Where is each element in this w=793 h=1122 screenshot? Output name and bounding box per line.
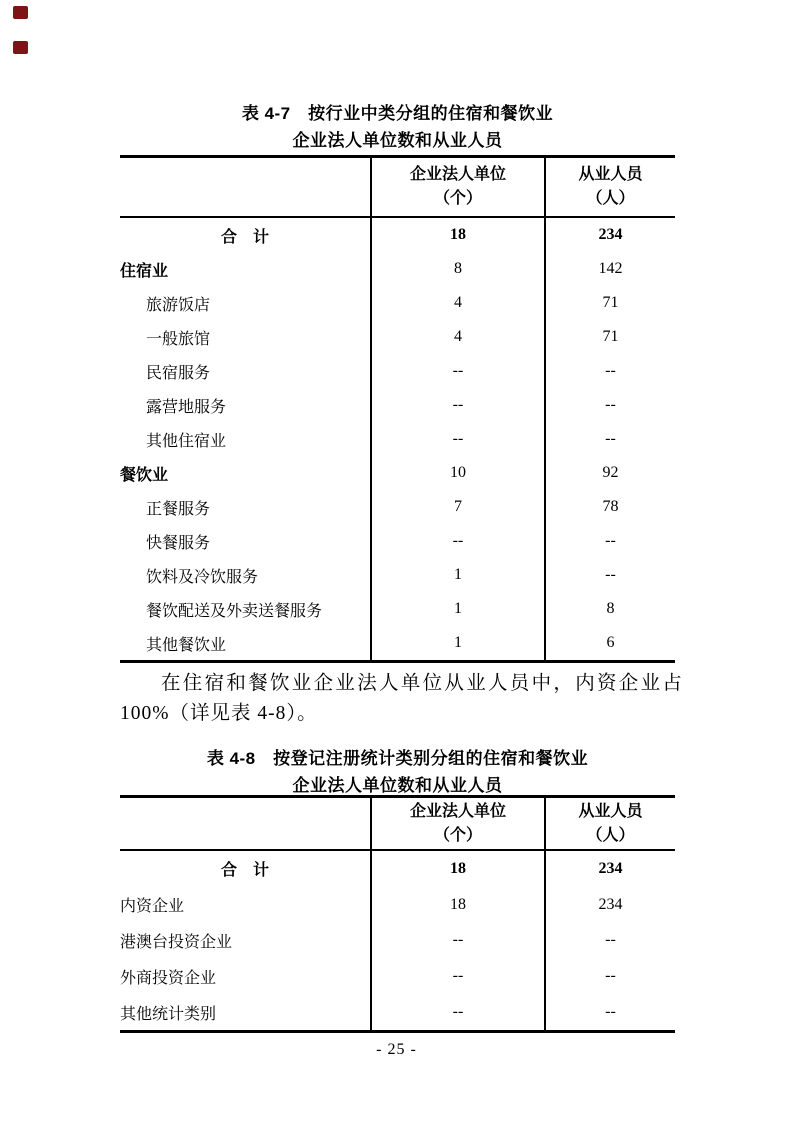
unit-count-cell: 1: [370, 558, 544, 592]
unit-count-cell: 4: [370, 286, 544, 320]
row-label: 住宿业: [120, 262, 169, 280]
unit-count-cell: --: [370, 958, 544, 994]
staff-count-header: [544, 158, 675, 216]
table-row: [120, 524, 675, 558]
row-label: 快餐服务: [146, 534, 211, 552]
staff-count-cell: 142: [544, 252, 675, 286]
row-label: 露营地服务: [146, 398, 227, 416]
staff-count-header-line1: 从业人员: [578, 166, 643, 183]
row-label-cell: [120, 218, 370, 252]
staff-count-cell: --: [544, 923, 675, 959]
paragraph-line2: 100%（详见表 4-8）。: [120, 703, 318, 724]
row-label: 内资企业: [120, 898, 185, 916]
staff-count-cell: --: [544, 958, 675, 994]
table-row: [120, 388, 675, 422]
row-label-cell: [120, 851, 370, 887]
row-label-cell: [120, 558, 370, 592]
row-label-cell: [120, 252, 370, 286]
unit-count-header-line1: 企业法人单位: [409, 802, 506, 820]
unit-count-cell: --: [370, 422, 544, 456]
unit-count-cell: --: [370, 923, 544, 959]
staff-count-cell: --: [544, 524, 675, 558]
table-row: [120, 422, 675, 456]
unit-count-cell: 18: [370, 218, 544, 252]
table-row: [120, 923, 675, 959]
table-4-7-title-line2: 企业法人单位数和从业人员: [292, 131, 503, 150]
red-scan-mark-1: [13, 6, 28, 19]
row-label-cell: [120, 592, 370, 626]
table-row: [120, 320, 675, 354]
unit-count-header-line2: （个）: [433, 190, 482, 207]
staff-count-cell: 6: [544, 626, 675, 660]
table-row: [120, 558, 675, 592]
row-label: 旅游饭店: [146, 296, 211, 314]
staff-count-cell: 78: [544, 490, 675, 524]
unit-count-cell: 1: [370, 626, 544, 660]
paragraph-line1: 在住宿和餐饮业企业法人单位从业人员中，内资企业占: [161, 673, 685, 694]
staff-count-cell: --: [544, 422, 675, 456]
table-4-8-title-line2: 企业法人单位数和从业人员: [292, 776, 503, 795]
row-label: 正餐服务: [146, 500, 211, 518]
table-4-8: [120, 795, 675, 1033]
table-4-8-title: [120, 745, 675, 799]
row-label-cell: [120, 320, 370, 354]
staff-count-cell: 71: [544, 286, 675, 320]
staff-count-cell: --: [544, 994, 675, 1030]
table-4-7-title-line1: 表 4-7 按行业中类分组的住宿和餐饮业: [241, 104, 554, 123]
staff-count-header-line2: （人）: [586, 826, 635, 844]
unit-count-header-line2: （个）: [433, 826, 482, 844]
unit-count-header-line1: 企业法人单位: [409, 166, 506, 183]
stub-header-cell: [120, 798, 370, 849]
staff-count-cell: 234: [544, 887, 675, 923]
row-label-cell: [120, 490, 370, 524]
table-row: [120, 456, 675, 490]
table-4-8-body: [120, 851, 675, 1030]
row-label: 餐饮配送及外卖送餐服务: [146, 602, 323, 620]
table-4-7: [120, 155, 675, 663]
row-label-cell: [120, 354, 370, 388]
row-label-cell: [120, 994, 370, 1030]
staff-count-header-line2: （人）: [586, 190, 635, 207]
table-4-8-header: [120, 798, 675, 851]
row-label-cell: [120, 286, 370, 320]
table-4-7-body: [120, 218, 675, 660]
table-4-7-header: [120, 158, 675, 218]
staff-count-cell: 8: [544, 592, 675, 626]
stub-header-cell: [120, 158, 370, 216]
unit-count-cell: 10: [370, 456, 544, 490]
row-label: 合 计: [220, 228, 269, 246]
unit-count-cell: --: [370, 388, 544, 422]
row-label-cell: [120, 626, 370, 660]
row-label: 其他餐饮业: [146, 636, 227, 654]
row-label-cell: [120, 524, 370, 558]
table-row: [120, 252, 675, 286]
unit-count-cell: --: [370, 524, 544, 558]
row-label: 其他统计类别: [120, 1005, 217, 1023]
row-label: 餐饮业: [120, 466, 169, 484]
staff-count-cell: 234: [544, 218, 675, 252]
unit-count-header: [370, 798, 544, 849]
row-label-cell: [120, 388, 370, 422]
row-label: 合 计: [220, 862, 269, 880]
staff-count-cell: 92: [544, 456, 675, 490]
table-row: [120, 490, 675, 524]
body-paragraph: [120, 669, 685, 729]
row-label: 一般旅馆: [146, 330, 211, 348]
staff-count-cell: 234: [544, 851, 675, 887]
table-row: [120, 218, 675, 252]
row-label: 其他住宿业: [146, 432, 227, 450]
table-4-8-title-line1: 表 4-8 按登记注册统计类别分组的住宿和餐饮业: [206, 749, 589, 768]
staff-count-cell: --: [544, 354, 675, 388]
table-row: [120, 286, 675, 320]
table-row: [120, 354, 675, 388]
table-4-7-title: [120, 100, 675, 154]
staff-count-cell: --: [544, 388, 675, 422]
row-label-cell: [120, 456, 370, 490]
table-row: [120, 851, 675, 887]
staff-count-header: [544, 798, 675, 849]
row-label-cell: [120, 422, 370, 456]
page-number: - 25 -: [376, 1041, 417, 1058]
staff-count-cell: 71: [544, 320, 675, 354]
unit-count-cell: 1: [370, 592, 544, 626]
unit-count-cell: 18: [370, 887, 544, 923]
unit-count-cell: 4: [370, 320, 544, 354]
unit-count-header: [370, 158, 544, 216]
table-row: [120, 887, 675, 923]
row-label: 外商投资企业: [120, 969, 217, 987]
red-scan-mark-2: [13, 41, 28, 54]
row-label: 饮料及冷饮服务: [146, 568, 259, 586]
table-row: [120, 592, 675, 626]
row-label: 港澳台投资企业: [120, 933, 233, 951]
staff-count-cell: --: [544, 558, 675, 592]
table-row: [120, 626, 675, 660]
table-row: [120, 994, 675, 1030]
unit-count-cell: 7: [370, 490, 544, 524]
unit-count-cell: --: [370, 354, 544, 388]
table-row: [120, 958, 675, 994]
row-label-cell: [120, 923, 370, 959]
row-label-cell: [120, 887, 370, 923]
unit-count-cell: 18: [370, 851, 544, 887]
unit-count-cell: --: [370, 994, 544, 1030]
row-label: 民宿服务: [146, 364, 211, 382]
unit-count-cell: 8: [370, 252, 544, 286]
row-label-cell: [120, 958, 370, 994]
staff-count-header-line1: 从业人员: [578, 802, 643, 820]
